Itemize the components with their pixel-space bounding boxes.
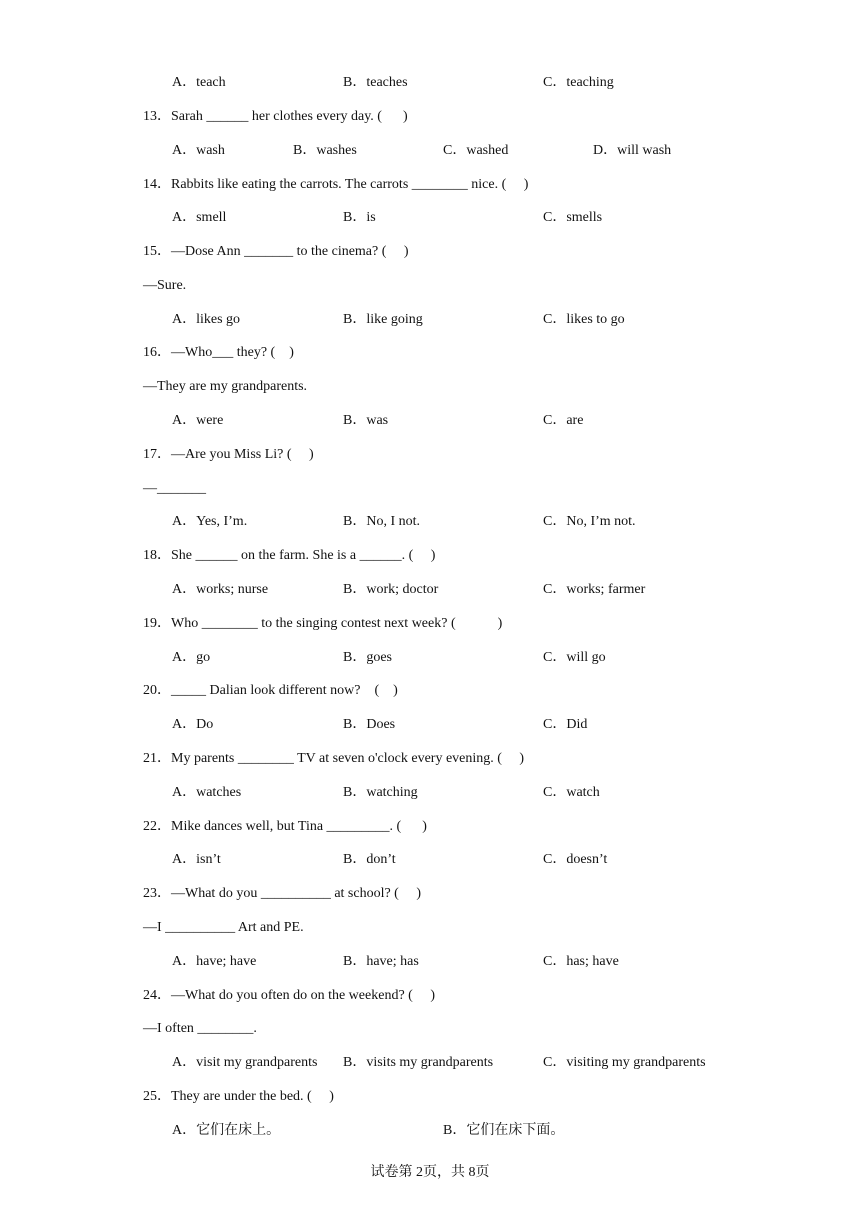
q21-stem: 21．My parents ________ TV at seven o'clock every evening. ( ) xyxy=(143,751,525,766)
q14-option-c: C．smells xyxy=(543,210,603,225)
q15-stem: 15．—Dose Ann _______ to the cinema? ( ) xyxy=(143,244,409,259)
q13-option-c: C．washed xyxy=(443,143,509,158)
q23-option-c: C．has; have xyxy=(543,954,619,969)
q12-option-c: C．teaching xyxy=(543,75,614,90)
q25-option-b: B．它们在床下面。 xyxy=(443,1123,565,1138)
q19-option-c: C．will go xyxy=(543,650,606,665)
q13-option-a: A．wash xyxy=(172,143,225,158)
q22-option-b: B．don’t xyxy=(343,852,396,867)
q20-option-b: B．Does xyxy=(343,717,396,732)
q24-reply: —I often ________. xyxy=(143,1021,257,1036)
q22-stem: 22．Mike dances well, but Tina _________. ( ) xyxy=(143,819,427,834)
q13-option-b: B．washes xyxy=(293,143,357,158)
q17-reply: —_______ xyxy=(143,481,206,496)
q12-option-b: B．teaches xyxy=(343,75,408,90)
q13-stem: 13．Sarah ______ her clothes every day. ( ) xyxy=(143,109,408,124)
q15-option-b: B．like going xyxy=(343,312,423,327)
q18-option-a: A．works; nurse xyxy=(172,582,269,597)
q21-option-a: A．watches xyxy=(172,785,242,800)
q14-option-b: B．is xyxy=(343,210,376,225)
q21-option-c: C．watch xyxy=(543,785,600,800)
q25-option-a: A．它们在床上。 xyxy=(172,1123,281,1138)
q24-option-a: A．visit my grandparents xyxy=(172,1055,318,1070)
q19-option-b: B．goes xyxy=(343,650,392,665)
q23-option-b: B．have; has xyxy=(343,954,419,969)
q24-option-b: B．visits my grandparents xyxy=(343,1055,494,1070)
q15-option-c: C．likes to go xyxy=(543,312,625,327)
q22-option-c: C．doesn’t xyxy=(543,852,608,867)
q17-option-b: B．No, I not. xyxy=(343,514,420,529)
q25-stem: 25．They are under the bed. ( ) xyxy=(143,1089,334,1104)
q23-option-a: A．have; have xyxy=(172,954,257,969)
q17-option-a: A．Yes, I’m. xyxy=(172,514,248,529)
q21-option-b: B．watching xyxy=(343,785,418,800)
q16-option-c: C．are xyxy=(543,413,584,428)
q17-option-c: C．No, I’m not. xyxy=(543,514,636,529)
q16-stem: 16．—Who___ they? ( ) xyxy=(143,345,294,360)
q15-option-a: A．likes go xyxy=(172,312,241,327)
q18-option-c: C．works; farmer xyxy=(543,582,646,597)
q13-option-d: D．will wash xyxy=(593,143,672,158)
q19-stem: 19．Who ________ to the singing contest next week? ( ) xyxy=(143,616,503,631)
q14-stem: 14．Rabbits like eating the carrots. The carrots ________ nice. ( ) xyxy=(143,177,529,192)
q20-stem: 20．_____ Dalian look different now? ( ) xyxy=(143,683,398,698)
q23-stem: 23．—What do you __________ at school? ( ) xyxy=(143,886,422,901)
q20-option-a: A．Do xyxy=(172,717,214,732)
q18-option-b: B．work; doctor xyxy=(343,582,439,597)
q16-option-a: A．were xyxy=(172,413,224,428)
q16-option-b: B．was xyxy=(343,413,389,428)
page-footer: 试卷第 2页，共 8页 xyxy=(370,1165,490,1180)
q19-option-a: A．go xyxy=(172,650,211,665)
q18-stem: 18．She ______ on the farm. She is a ______. ( ) xyxy=(143,548,436,563)
q20-option-c: C．Did xyxy=(543,717,588,732)
q16-reply: —They are my grandparents. xyxy=(143,379,308,394)
q24-option-c: C．visiting my grandparents xyxy=(543,1055,706,1070)
q14-option-a: A．smell xyxy=(172,210,227,225)
q23-reply: —I __________ Art and PE. xyxy=(143,920,304,935)
q12-option-a: A．teach xyxy=(172,75,226,90)
q24-stem: 24．—What do you often do on the weekend? ( ) xyxy=(143,988,435,1003)
q17-stem: 17．—Are you Miss Li? ( ) xyxy=(143,447,314,462)
q15-reply: —Sure. xyxy=(143,278,187,293)
q22-option-a: A．isn’t xyxy=(172,852,221,867)
